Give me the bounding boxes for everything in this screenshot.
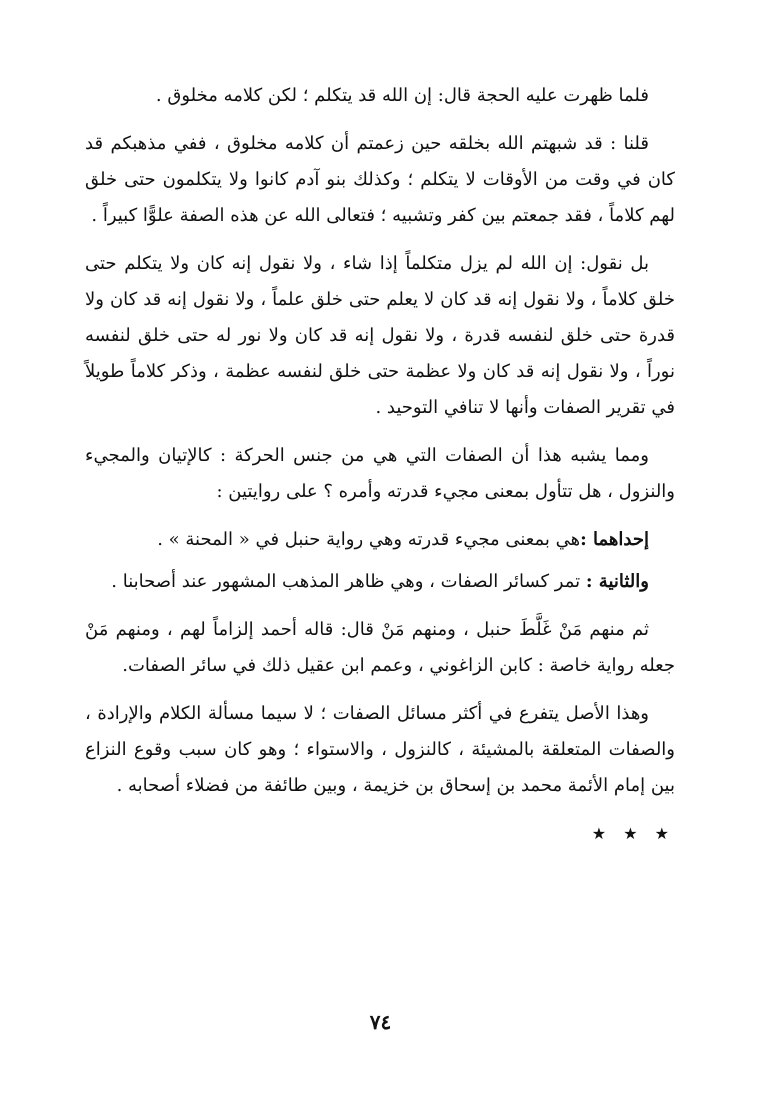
paragraph-2: قلنا : قد شبهتم الله بخلقه حين زعمتم أن كلامه مخلوق ، ففي مذهبكم قد كان في وقت من الأوقات لا يتكلم ؛ وكذلك بنو آدم كانوا ولا يتكلمون حتى خلق لهم كلاماً ، فقد جمعتم بين كفر وتشبيه ؛ فتعالى الله عن هذه الصفة علوًّا كبيراً .	[85, 133, 675, 226]
paragraph-5: ثم منهم مَنْ غَلَّطَ حنبل ، ومنهم مَنْ قال: قاله أحمد إلزاماً لهم ، ومنهم مَنْ جعله رواية خاصة : كابن الزاغوني ، وعمم ابن عقيل ذلك في سائر الصفات.	[85, 619, 675, 676]
paragraph-4: ومما يشبه هذا أن الصفات التي هي من جنس الحركة : كالإتيان والمجيء والنزول ، هل تتأول بمعنى مجيء قدرته وأمره ؟ على روايتين :	[85, 445, 675, 502]
narration-two-lead: والثانية :	[585, 571, 649, 592]
narration-two	[85, 564, 675, 600]
paragraph-6: وهذا الأصل يتفرع في أكثر مسائل الصفات ؛ لا سيما مسألة الكلام والإرادة ، والصفات المتعلقة بالمشيئة ، كالنزول ، والاستواء ؛ وهو كان سبب وقوع النزاع بين إمام الأئمة محمد بن إسحاق بن خزيمة ، وبين طائفة من فضلاء أصحابه .	[85, 703, 675, 796]
page-number: ٧٤	[369, 1010, 392, 1034]
narration-one	[85, 522, 675, 558]
narration-two-text: تمر كسائر الصفات ، وهي ظاهر المذهب المشهور عند أصحابنا .	[111, 571, 581, 592]
section-separator-stars: ★ ★ ★	[591, 824, 675, 843]
body-text	[85, 78, 675, 852]
paragraph-1: فلما ظهرت عليه الحجة قال: إن الله قد يتكلم ؛ لكن كلامه مخلوق .	[155, 85, 649, 106]
narration-one-lead: إحداهما :	[580, 529, 649, 550]
paragraph-3: بل نقول: إن الله لم يزل متكلماً إذا شاء ، ولا نقول إنه كان ولا يتكلم حتى خلق كلاماً ، ولا نقول إنه قد كان لا يعلم حتى خلق علماً ، ولا نقول إنه قد كان ولا قدرة حتى خلق لنفسه قدرة ، ولا نقول إنه قد كان ولا نور له حتى خلق لنفسه نوراً ، ولا نقول إنه قد كان ولا عظمة حتى خلق لنفسه عظمة ، وذكر كلاماً طويلاً في تقرير الصفات وأنها لا تنافي التوحيد .	[85, 253, 675, 418]
narration-one-text: هي بمعنى مجيء قدرته وهي رواية حنبل في « المحنة » .	[157, 529, 581, 550]
